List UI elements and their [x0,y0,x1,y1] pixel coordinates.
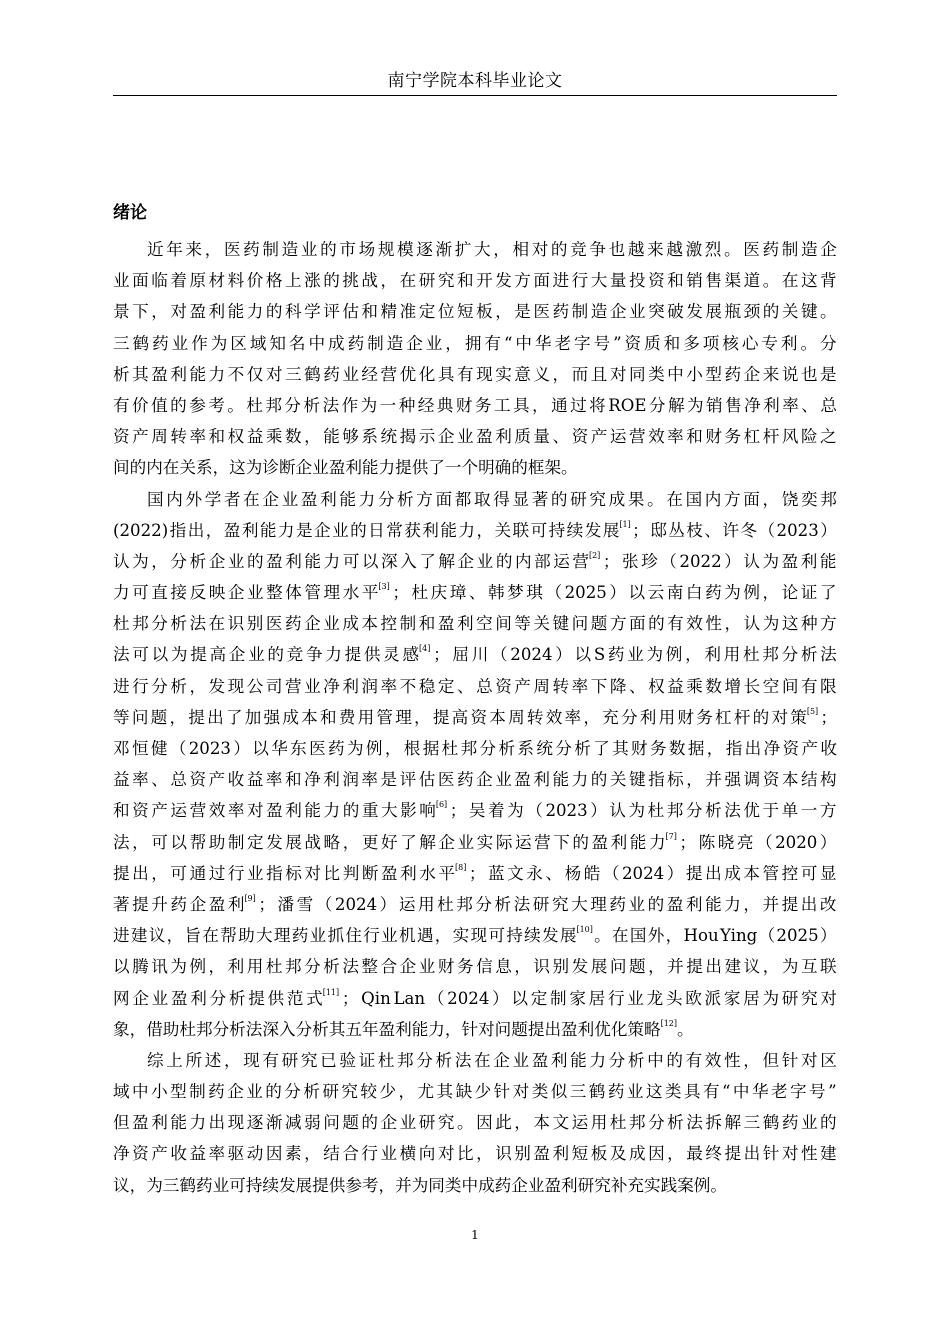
text-line: 以 腾 讯 为 例 ， 利 用 杜 邦 分 析 法 整 合 企 业 财 务 信 息 ， 识 别 发 展 问 题 ， 并 提 出 建 议 ， 为 互 联 [113,957,837,977]
text-line: 国 内 外 学 者 在 企 业 盈 利 能 力 分 析 方 面 都 取 得 显 著 的 研 究 成 果 。 在 国 内 方 面 ， 饶 奕 邦 [147,489,837,509]
text-line: (2022) 指 出 ， 盈 利 能 力 是 企 业 的 日 常 获 利 能 力 ， 关 联 可 持 续 发 展[1] ； 邸 丛 枝 、 许 冬 （ 2023 ） [113,519,837,540]
text-line: 法 ， 可 以 帮 助 制 定 发 展 战 略 ， 更 好 了 解 企 业 实 际 运 营 下 的 盈 利 能 力[7] ； 陈 晓 亮 （ 2020 ） [113,831,837,852]
text-line: 景 下 ， 对 盈 利 能 力 的 科 学 评 估 和 精 准 定 位 短 板 ， 是 医 药 制 造 企 业 突 破 发 展 瓶 颈 的 关 键 。 [113,302,837,322]
text-line: 析 其 盈 利 能 力 不 仅 对 三 鹤 药 业 经 营 优 化 具 有 现 实 意 义 ， 而 且 对 同 类 中 小 型 药 企 来 说 也 是 [113,364,837,384]
text-line: 业 面 临 着 原 材 料 价 格 上 涨 的 挑 战 ， 在 研 究 和 开 发 方 面 进 行 大 量 投 资 和 销 售 渠 道 。 在 这 背 [113,271,837,291]
citation-marker: [5] [806,706,819,716]
citation-marker: [12] [660,1018,678,1028]
text-line: 但 盈 利 能 力 出 现 逐 渐 减 弱 问 题 的 企 业 研 究 。 因 此 ， 本 文 运 用 杜 邦 分 析 法 拆 解 三 鹤 药 业 的 [113,1113,837,1133]
text-line: 间 的 内 在 关 系 ， 这 为 诊 断 企 业 盈 利 能 力 提 供 了 一 个 明 确 的 框 架 。 [113,458,578,478]
text-line: 资 产 周 转 率 和 权 益 乘 数 ， 能 够 系 统 揭 示 企 业 盈 利 质 量 、 资 产 运 营 效 率 和 财 务 杠 杆 风 险 之 [113,427,837,447]
header-rule [113,95,837,96]
text-line: 进 建 议 ， 旨 在 帮 助 大 理 药 业 抓 住 行 业 机 遇 ， 实 现 可 持 续 发 展[10] 。 在 国 外 ， Hou Ying （ 2025 ） [113,925,837,946]
text-line: 近 年 来 ， 医 药 制 造 业 的 市 场 规 模 逐 渐 扩 大 ， 相 对 的 竞 争 也 越 来 越 激 烈 。 医 药 制 造 企 [147,240,837,259]
text-line: 法 可 以 为 提 高 企 业 的 竞 争 力 提 供 灵 感[4] ； 屈 川 （ 2024 ） 以 S 药 业 为 例 ， 利 用 杜 邦 分 析 法 [113,644,837,665]
citation-marker: [8] [454,862,467,872]
citation-marker: [11] [322,987,340,997]
citation-marker: [2] [588,550,601,560]
body-text [113,234,837,1201]
text-line: 力 可 直 接 反 映 企 业 整 体 管 理 水 平[3] ； 杜 庆 璋 、 韩 梦 琪 （ 2025 ） 以 云 南 白 药 为 例 ， 论 证 了 [113,582,837,603]
text-line: 有 价 值 的 参 考 。 杜 邦 分 析 法 作 为 一 种 经 典 财 务 工 具 ， 通 过 将 ROE 分 解 为 销 售 净 利 率 、 总 [113,395,837,415]
text-line: 议 ， 为 三 鹤 药 业 可 持 续 发 展 提 供 参 考 ， 并 为 同 类 中 成 药 企 业 盈 利 研 究 补 充 实 践 案 例 。 [113,1175,727,1195]
citation-marker: [4] [419,644,431,654]
text-line: 提 出 ， 可 通 过 行 业 指 标 对 比 判 断 盈 利 水 平[8] ； 蓝 文 永 、 杨 皓 （ 2024 ） 提 出 成 本 管 控 可 显 [113,862,837,883]
text-line: 综 上 所 述 ， 现 有 研 究 已 验 证 杜 邦 分 析 法 在 企 业 盈 利 能 力 分 析 中 的 有 效 性 ， 但 针 对 区 [147,1050,837,1070]
text-line: 净 资 产 收 益 率 驱 动 因 素 ， 结 合 行 业 横 向 对 比 ， 识 别 盈 利 短 板 及 成 因 ， 最 终 提 出 针 对 性 建 [113,1144,837,1164]
text-line: 网 企 业 盈 利 分 析 提 供 范 式[11] ； Qin Lan （ 2024 ） 以 定 制 家 居 行 业 龙 头 欧 派 家 居 为 研 究 对 [113,987,837,1008]
citation-marker: [6] [435,800,448,810]
running-header: 南宁学院本科毕业论文 [387,71,563,91]
text-line: 邓 恒 健 （ 2023 ） 以 华 东 医 药 为 例 ， 根 据 杜 邦 分 析 系 统 分 析 了 其 财 务 数 据 ， 指 出 净 资 产 收 [113,739,837,758]
citation-marker: [3] [378,582,390,592]
text-line: 象 ， 借 助 杜 邦 分 析 法 深 入 分 析 其 五 年 盈 利 能 力 ， 针 对 问 题 提 出 盈 利 优 化 策 略[12] 。 [113,1018,694,1039]
page-number: 1 [471,1228,479,1242]
citation-marker: [9] [244,893,256,903]
citation-marker: [7] [665,831,677,841]
citation-marker: [10] [576,925,593,935]
section-title: 绪论 [113,203,147,223]
text-line: 域 中 小 型 制 药 企 业 的 分 析 研 究 较 少 ， 尤 其 缺 少 针 对 类 似 三 鹤 药 业 这 类 具 有 “ 中 华 老 字 号 ” [113,1082,837,1102]
text-line: 和 资 产 运 营 效 率 对 盈 利 能 力 的 重 大 影 响[6] ； 吴 着 为 （ 2023 ） 认 为 杜 邦 分 析 法 优 于 单 一 方 [113,800,837,821]
text-line: 著 提 升 药 企 盈 利[9] ； 潘 雪 （ 2024 ） 运 用 杜 邦 分 析 法 研 究 大 理 药 业 的 盈 利 能 力 ， 并 提 出 改 [113,893,837,914]
text-line: 三 鹤 药 业 作 为 区 域 知 名 中 成 药 制 造 企 业 ， 拥 有 “ 中 华 老 字 号 ” 资 质 和 多 项 核 心 专 利 。 分 [113,333,837,353]
text-line: 进 行 分 析 ， 发 现 公 司 营 业 净 利 润 率 不 稳 定 、 总 资 产 周 转 率 下 降 、 权 益 乘 数 增 长 空 间 有 限 [113,676,837,696]
citation-marker: [1] [619,519,631,529]
text-line: 杜 邦 分 析 法 在 识 别 医 药 企 业 成 本 控 制 和 盈 利 空 间 等 关 键 问 题 方 面 的 有 效 性 ， 认 为 这 种 方 [113,614,837,634]
text-line: 益 率 、 总 资 产 收 益 率 和 净 利 润 率 是 评 估 医 药 企 业 盈 利 能 力 的 关 键 指 标 ， 并 强 调 资 本 结 构 [113,770,837,790]
text-line: 认 为 ， 分 析 企 业 的 盈 利 能 力 可 以 深 入 了 解 企 业 的 内 部 运 营[2] ； 张 珍 （ 2022 ） 认 为 盈 利 能 [113,550,837,571]
text-line: 等 问 题 ， 提 出 了 加 强 成 本 和 费 用 管 理 ， 提 高 资 本 周 转 效 率 ， 充 分 利 用 财 务 杠 杆 的 对 策[5] ； [113,706,837,727]
